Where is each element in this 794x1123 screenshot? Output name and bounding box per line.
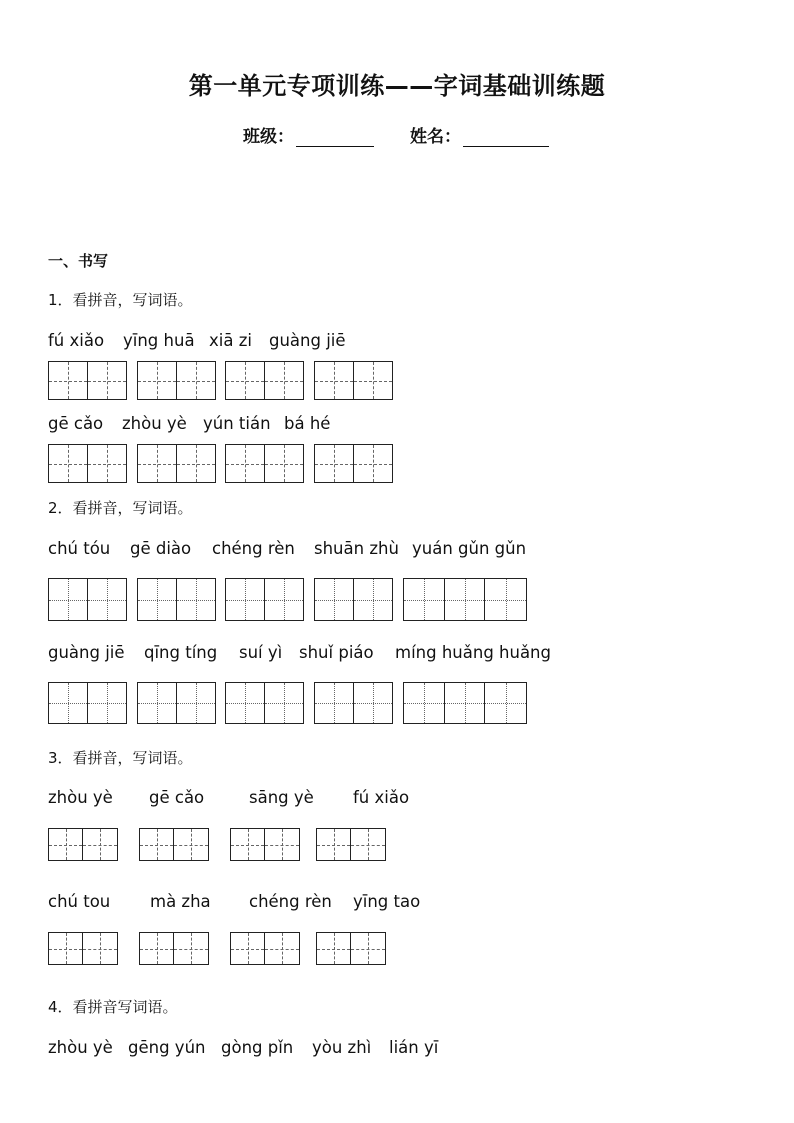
writing-grid[interactable] — [139, 932, 209, 965]
writing-grid[interactable] — [137, 578, 216, 621]
pinyin-row — [48, 331, 346, 350]
writing-grid[interactable] — [137, 682, 216, 724]
pinyin: xiā zi — [209, 331, 252, 350]
pinyin: bá hé — [284, 414, 331, 433]
pinyin: gē cǎo — [149, 788, 205, 807]
page-title: 第一单元专项训练——字词基础训练题 — [188, 72, 606, 100]
writing-grid[interactable] — [403, 578, 527, 621]
class-label: 班级： — [243, 127, 294, 147]
writing-grid[interactable] — [48, 682, 127, 724]
name-blank[interactable] — [463, 130, 549, 147]
pinyin: lián yī — [389, 1038, 439, 1057]
pinyin: yuán gǔn gǔn — [412, 539, 527, 558]
writing-grid[interactable] — [230, 932, 300, 965]
writing-grid[interactable] — [316, 828, 386, 861]
pinyin: gòng pǐn — [221, 1038, 294, 1057]
question-4-prompt: 4．看拼音写词语。 — [48, 998, 178, 1016]
writing-grid[interactable] — [137, 444, 216, 483]
pinyin-row — [48, 414, 330, 433]
writing-grid[interactable] — [225, 578, 304, 621]
pinyin: fú xiǎo — [353, 788, 410, 807]
question-2-prompt: 2．看拼音，写词语。 — [48, 499, 193, 517]
writing-grid[interactable] — [225, 444, 304, 483]
pinyin: chú tóu — [48, 539, 111, 558]
pinyin-row — [48, 788, 409, 807]
pinyin: míng huǎng huǎng — [395, 643, 551, 662]
pinyin: zhòu yè — [48, 1038, 113, 1057]
writing-grid[interactable] — [48, 578, 127, 621]
pinyin: chú tou — [48, 892, 111, 911]
question-1-prompt: 1．看拼音，写词语。 — [48, 291, 193, 309]
writing-grid[interactable] — [314, 444, 393, 483]
writing-grid[interactable] — [316, 932, 386, 965]
pinyin-row — [48, 1038, 438, 1057]
writing-grid[interactable] — [48, 828, 118, 861]
pinyin: yīng tao — [353, 892, 421, 911]
writing-grid[interactable] — [48, 932, 118, 965]
pinyin: chéng rèn — [249, 892, 332, 911]
pinyin: shuān zhù — [314, 539, 399, 558]
writing-grid[interactable] — [48, 361, 127, 400]
class-field — [243, 122, 374, 147]
question-3-prompt: 3．看拼音，写词语。 — [48, 749, 193, 767]
writing-grid[interactable] — [403, 682, 527, 724]
pinyin: mà zha — [150, 892, 211, 911]
pinyin: yīng huā — [123, 331, 195, 350]
pinyin: zhòu yè — [48, 788, 113, 807]
pinyin: guàng jiē — [269, 331, 346, 350]
pinyin: yún tián — [203, 414, 271, 433]
writing-grid[interactable] — [225, 361, 304, 400]
writing-grid[interactable] — [314, 578, 393, 621]
pinyin-row — [48, 643, 551, 662]
section-heading: 一、书写 — [48, 252, 109, 270]
pinyin-row — [48, 539, 526, 558]
pinyin: gē diào — [130, 539, 192, 558]
writing-grid[interactable] — [314, 361, 393, 400]
writing-grid[interactable] — [314, 682, 393, 724]
pinyin: sāng yè — [249, 788, 314, 807]
pinyin: shuǐ piáo — [299, 643, 374, 662]
pinyin: yòu zhì — [312, 1038, 372, 1057]
class-blank[interactable] — [296, 130, 374, 147]
pinyin: gē cǎo — [48, 414, 104, 433]
writing-grid[interactable] — [48, 444, 127, 483]
writing-grid[interactable] — [137, 361, 216, 400]
pinyin: zhòu yè — [122, 414, 187, 433]
name-label: 姓名： — [410, 127, 461, 147]
pinyin: gēng yún — [128, 1038, 206, 1057]
pinyin: chéng rèn — [212, 539, 295, 558]
writing-grid[interactable] — [139, 828, 209, 861]
pinyin: suí yì — [239, 643, 283, 662]
writing-grid[interactable] — [225, 682, 304, 724]
pinyin: guàng jiē — [48, 643, 125, 662]
pinyin: fú xiǎo — [48, 331, 105, 350]
pinyin: qīng tíng — [144, 643, 218, 662]
writing-grid[interactable] — [230, 828, 300, 861]
pinyin-row — [48, 892, 420, 911]
name-field — [410, 122, 549, 147]
